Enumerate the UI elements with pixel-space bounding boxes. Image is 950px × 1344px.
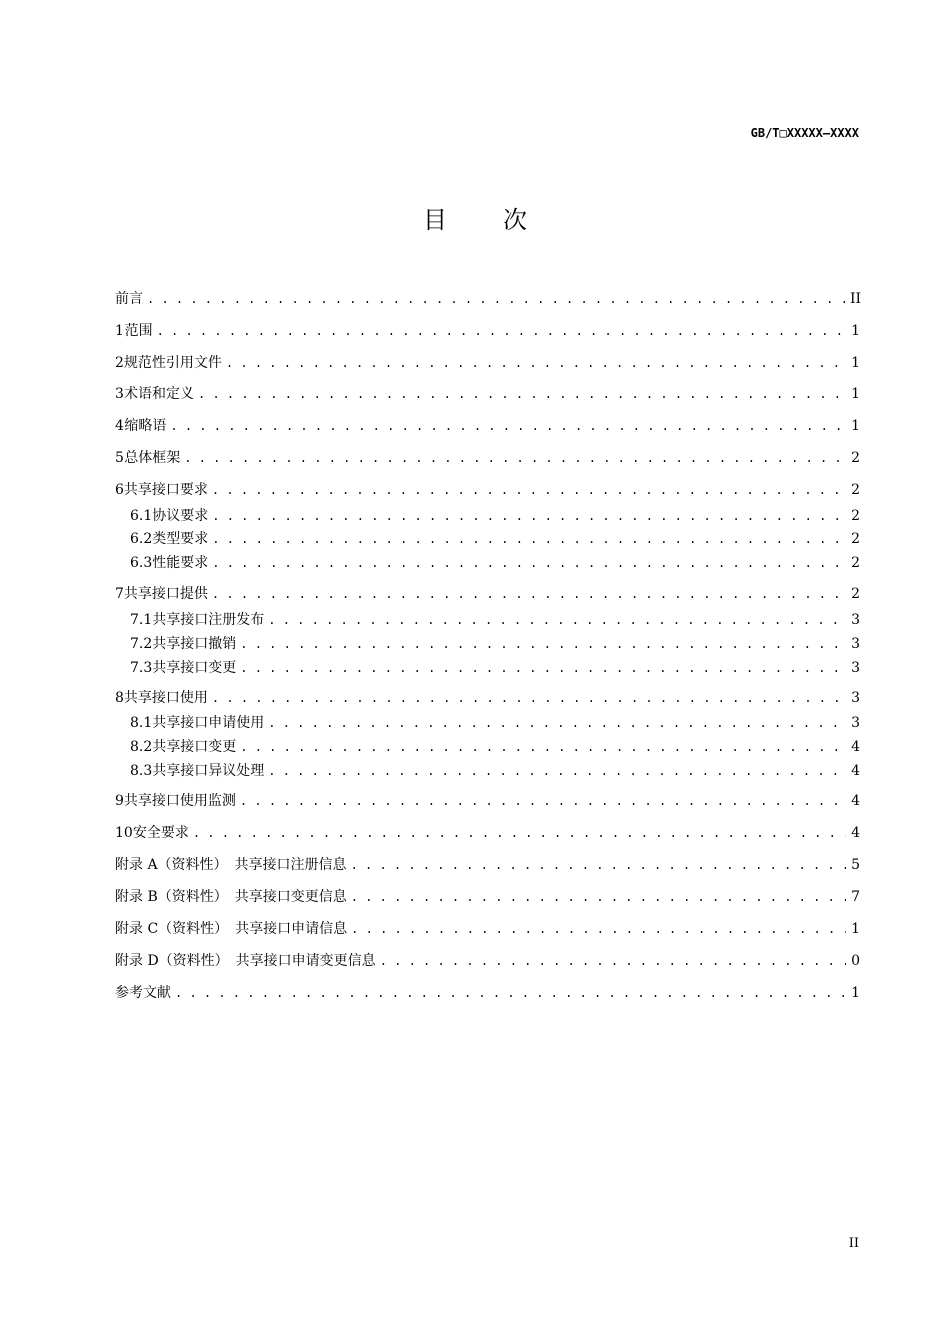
- toc-leader: [198, 384, 846, 404]
- toc-number: 1: [115, 323, 124, 339]
- toc-page: 1: [851, 386, 860, 402]
- toc-entry[interactable]: [115, 289, 860, 309]
- toc-leader: [268, 761, 846, 781]
- toc-entry[interactable]: [130, 737, 860, 757]
- toc-entry[interactable]: [115, 688, 860, 708]
- toc-label: 共享接口注册发布: [152, 612, 265, 628]
- toc-number: 4: [115, 418, 124, 434]
- toc-label: 共享接口变更: [152, 739, 237, 755]
- toc-number: 7: [115, 586, 124, 602]
- toc-leader: [240, 658, 846, 678]
- toc-page: 2: [851, 531, 860, 547]
- toc-leader: [268, 610, 846, 630]
- toc-leader: [240, 634, 846, 654]
- toc-entry[interactable]: [115, 919, 860, 939]
- toc-page: 4: [851, 739, 860, 755]
- toc-entry[interactable]: [130, 634, 860, 654]
- toc-page: 3: [851, 612, 860, 628]
- toc-leader: [184, 448, 846, 468]
- toc-leader: [212, 584, 846, 604]
- toc-leader: [170, 416, 846, 436]
- toc-page: 1: [851, 418, 860, 434]
- toc-number: 9: [115, 793, 124, 809]
- toc-number: 8: [115, 690, 124, 706]
- toc-page: 3: [851, 690, 860, 706]
- toc-page: 3: [851, 715, 860, 731]
- toc-number: 6.2: [130, 531, 153, 547]
- toc-leader: [212, 506, 846, 526]
- toc-label: 共享接口异议处理: [152, 763, 265, 779]
- toc-page: 4: [851, 763, 860, 779]
- toc-page: 1: [851, 355, 860, 371]
- toc-label: 附录 A（资料性） 共享接口注册信息: [115, 857, 347, 873]
- toc-page: 1: [851, 323, 860, 339]
- toc-entry[interactable]: [130, 553, 860, 573]
- toc-label: 范围: [124, 323, 153, 339]
- toc-entry[interactable]: [115, 584, 860, 604]
- toc-number: 7.2: [130, 636, 153, 652]
- toc-page: 2: [851, 482, 860, 498]
- toc-page: 2: [851, 508, 860, 524]
- toc-number: 6.1: [130, 508, 153, 524]
- toc-number: 7.1: [130, 612, 153, 628]
- toc-number: 10: [115, 825, 133, 841]
- toc-entry[interactable]: [130, 658, 860, 678]
- toc-page: II: [850, 291, 862, 307]
- toc-label: 共享接口提供: [123, 586, 208, 602]
- toc-leader: [351, 855, 846, 875]
- toc-page: 4: [851, 825, 860, 841]
- toc-label: 前言: [115, 291, 143, 307]
- toc-leader: [157, 321, 846, 341]
- toc-entry[interactable]: [115, 887, 860, 907]
- toc-entry[interactable]: [115, 791, 860, 811]
- toc-label: 规范性引用文件: [123, 355, 222, 371]
- toc-label: 术语和定义: [124, 386, 194, 402]
- toc-label: 附录 D（资料性） 共享接口申请变更信息: [115, 953, 376, 969]
- toc-number: 6: [115, 482, 124, 498]
- toc-entry[interactable]: [115, 416, 860, 436]
- toc-entry[interactable]: [130, 506, 860, 526]
- toc-leader: [212, 688, 846, 708]
- toc-page: 2: [851, 555, 860, 571]
- toc-label: 共享接口变更: [152, 660, 237, 676]
- doc-code: GB/T□XXXXX—XXXX: [750, 126, 859, 140]
- toc-label: 协议要求: [152, 508, 209, 524]
- toc-entry[interactable]: [130, 713, 860, 733]
- toc-number: 6.3: [130, 555, 153, 571]
- toc-leader: [193, 823, 846, 843]
- toc-label: 共享接口要求: [123, 482, 208, 498]
- toc-number: 7.3: [130, 660, 153, 676]
- toc-entry[interactable]: [115, 855, 860, 875]
- toc-page: 1: [851, 985, 860, 1001]
- page-number: II: [848, 1236, 859, 1251]
- toc-label: 安全要求: [132, 825, 189, 841]
- toc-label: 类型要求: [152, 531, 209, 547]
- toc-entry[interactable]: [130, 529, 860, 549]
- toc-entry[interactable]: [115, 353, 860, 373]
- toc-entry[interactable]: [115, 321, 860, 341]
- toc-leader: [226, 353, 846, 373]
- toc-entry[interactable]: [130, 761, 860, 781]
- toc-entry[interactable]: [115, 823, 860, 843]
- toc-label: 参考文献: [115, 985, 171, 1001]
- toc-label: 共享接口撤销: [152, 636, 237, 652]
- toc-leader: [175, 983, 846, 1003]
- toc-entry[interactable]: [115, 384, 860, 404]
- toc-leader: [380, 951, 846, 971]
- toc-page: 3: [851, 636, 860, 652]
- toc-number: 5: [115, 450, 124, 466]
- toc-leader: [240, 791, 846, 811]
- toc-entry[interactable]: [115, 951, 860, 971]
- toc-leader: [212, 553, 846, 573]
- page-title: 目次: [423, 206, 583, 234]
- toc-label: 共享接口申请使用: [152, 715, 265, 731]
- toc-leader: [268, 713, 846, 733]
- toc-number: 2: [115, 355, 124, 371]
- toc-leader: [212, 480, 846, 500]
- toc-leader: [212, 529, 846, 549]
- toc-page: 7: [851, 889, 860, 905]
- toc-number: 8.2: [130, 739, 153, 755]
- toc-number: 8.3: [130, 763, 153, 779]
- toc-number: 8.1: [130, 715, 153, 731]
- toc-label: 性能要求: [152, 555, 209, 571]
- toc-label: 缩略语: [124, 418, 167, 434]
- toc-number: 3: [115, 386, 124, 402]
- toc-page: 3: [851, 660, 860, 676]
- toc-label: 共享接口使用: [123, 690, 208, 706]
- toc-page: 4: [851, 793, 860, 809]
- toc-entry[interactable]: [115, 480, 860, 500]
- toc-label: 附录 B（资料性） 共享接口变更信息: [115, 889, 347, 905]
- toc-leader: [351, 919, 846, 939]
- toc-page: 0: [851, 953, 860, 969]
- toc-page: 2: [851, 450, 860, 466]
- toc-page: 1: [851, 921, 860, 937]
- toc-entry[interactable]: [115, 983, 860, 1003]
- toc-leader: [147, 289, 846, 309]
- toc-entry[interactable]: [130, 610, 860, 630]
- toc-page: 2: [851, 586, 860, 602]
- toc-entry[interactable]: [115, 448, 860, 468]
- toc-label: 共享接口使用监测: [123, 793, 236, 809]
- toc-leader: [240, 737, 846, 757]
- toc-label: 总体框架: [124, 450, 181, 466]
- toc-label: 附录 C（资料性） 共享接口申请信息: [115, 921, 348, 937]
- toc-leader: [351, 887, 846, 907]
- toc-page: 5: [851, 857, 860, 873]
